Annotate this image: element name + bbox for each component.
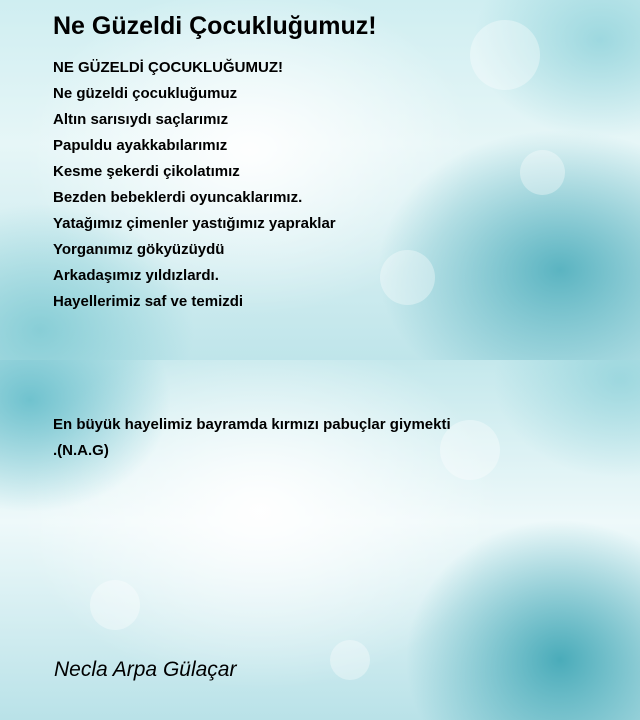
poem-lines-top — [53, 55, 336, 315]
poem-line: Bezden bebeklerdi oyuncaklarımız. — [53, 189, 303, 206]
poem-line: Yatağımız çimenler yastığımız yapraklar — [53, 215, 336, 232]
bottom-panel — [0, 360, 640, 720]
bokeh-light — [380, 250, 435, 305]
bokeh-light — [90, 580, 140, 630]
poem-line: Ne güzeldi çocukluğumuz — [53, 85, 238, 102]
poem-line: Papuldu ayakkabılarımız — [53, 137, 228, 154]
poem-line: Hayellerimiz saf ve temizdi — [53, 293, 244, 310]
poem-signature-line: .(N.A.G) — [53, 442, 109, 459]
poem-lines-bottom — [53, 412, 451, 464]
poem-line: En büyük hayelimiz bayramda kırmızı pabuçlar giymekti — [53, 416, 451, 433]
bokeh-light — [520, 150, 565, 195]
poem-line: Kesme şekerdi çikolatımız — [53, 163, 240, 180]
author-name: Necla Arpa Gülaçar — [54, 658, 237, 681]
poem-title: Ne Güzeldi Çocukluğumuz! — [53, 12, 377, 40]
poem-line: Altın sarısıydı saçlarımız — [53, 111, 229, 128]
bokeh-light — [470, 20, 540, 90]
poem-line: NE GÜZELDİ ÇOCUKLUĞUMUZ! — [53, 59, 283, 76]
bokeh-light — [330, 640, 370, 680]
poem-line: Yorganımız gökyüzüydü — [53, 241, 225, 258]
poem-line: Arkadaşımız yıldızlardı. — [53, 267, 219, 284]
